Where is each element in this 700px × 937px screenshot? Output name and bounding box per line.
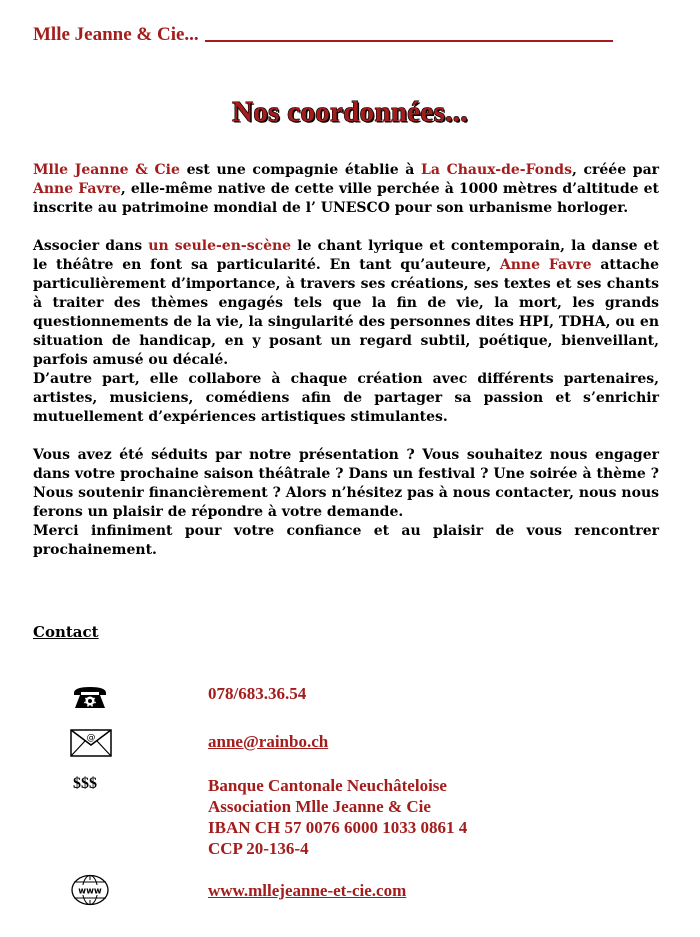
header-rule xyxy=(205,40,613,42)
bank-details xyxy=(208,775,467,859)
contact-heading: Contact xyxy=(33,623,99,641)
bank-name: Banque Cantonale Neuchâteloise xyxy=(208,776,447,795)
header-title: Mlle Jeanne & Cie... xyxy=(33,24,199,45)
page-title: Nos coordonnées... xyxy=(232,96,468,128)
body-text xyxy=(33,161,659,560)
website-link[interactable]: www.mllejeanne-et-cie.com xyxy=(208,881,407,900)
www-label: www xyxy=(78,886,102,897)
intro-paragraph: Mlle Jeanne & Cie est une compagnie établie à La Chaux-de-Fonds, créée par Anne Favre, elle-même native de cette ville perchée à 1000 mètres d’altitude et inscrite au patrimoine mondial de l’ UNESCO pour son urbanisme horloger. xyxy=(33,162,660,216)
phone-number[interactable]: 078/683.36.54 xyxy=(208,684,307,703)
author-name: Anne Favre xyxy=(499,257,592,273)
thanks-paragraph: Merci infiniment pour votre confiance et au plaisir de vous rencontrer prochainement. xyxy=(33,523,659,558)
globe-www-icon xyxy=(70,874,110,910)
page-header xyxy=(33,24,613,46)
show-type: un seule-en-scène xyxy=(148,238,292,254)
invitation-paragraph: Vous avez été séduits par notre présentation ? Vous souhaitez nous engager dans votre prochaine saison théâtrale ? Dans un festival ? Une soirée à thème ? Nous soutenir financièrement ? Alors n’hésitez pas à nous contacter, nous nous ferons un plaisir de répondre à votre demande. xyxy=(33,447,659,520)
founder-name: Anne Favre xyxy=(33,181,121,197)
svg-text:@: @ xyxy=(86,733,96,743)
money-label: $$$ xyxy=(73,775,97,792)
art-paragraph: Associer dans un seule-en-scène le chant lyrique et contemporain, la danse et le théâtre en font sa particularité. En tant qu’auteure, Anne Favre attache particulièrement d’importance, à travers ses créations, ses textes et ses chants à traiter des thèmes engagés tels que la fin de vie, la mort, les grands questionnements de la vie, la singularité des personnes dites HPI, TDHA, ou en situation de handicap, en y posant un regard subtil, poétique, bienveillant, parfois amusé ou décalé. xyxy=(33,238,660,368)
envelope-at-icon xyxy=(70,729,112,761)
collaboration-paragraph: D’autre part, elle collabore à chaque création avec différents partenaires, artistes, musiciens, comédiens afin de partager sa passion et s’enrichir mutuellement d’expériences artistiques stimulantes. xyxy=(33,371,659,425)
company-name: Mlle Jeanne & Cie xyxy=(33,162,180,178)
ccp-number: CCP 20-136-4 xyxy=(208,839,309,858)
iban-number: IBAN CH 57 0076 6000 1033 0861 4 xyxy=(208,818,468,837)
city-name: La Chaux-de-Fonds xyxy=(421,162,572,178)
telephone-icon xyxy=(70,684,110,714)
email-link[interactable]: anne@rainbo.ch xyxy=(208,732,329,751)
association-name: Association Mlle Jeanne & Cie xyxy=(208,797,431,816)
